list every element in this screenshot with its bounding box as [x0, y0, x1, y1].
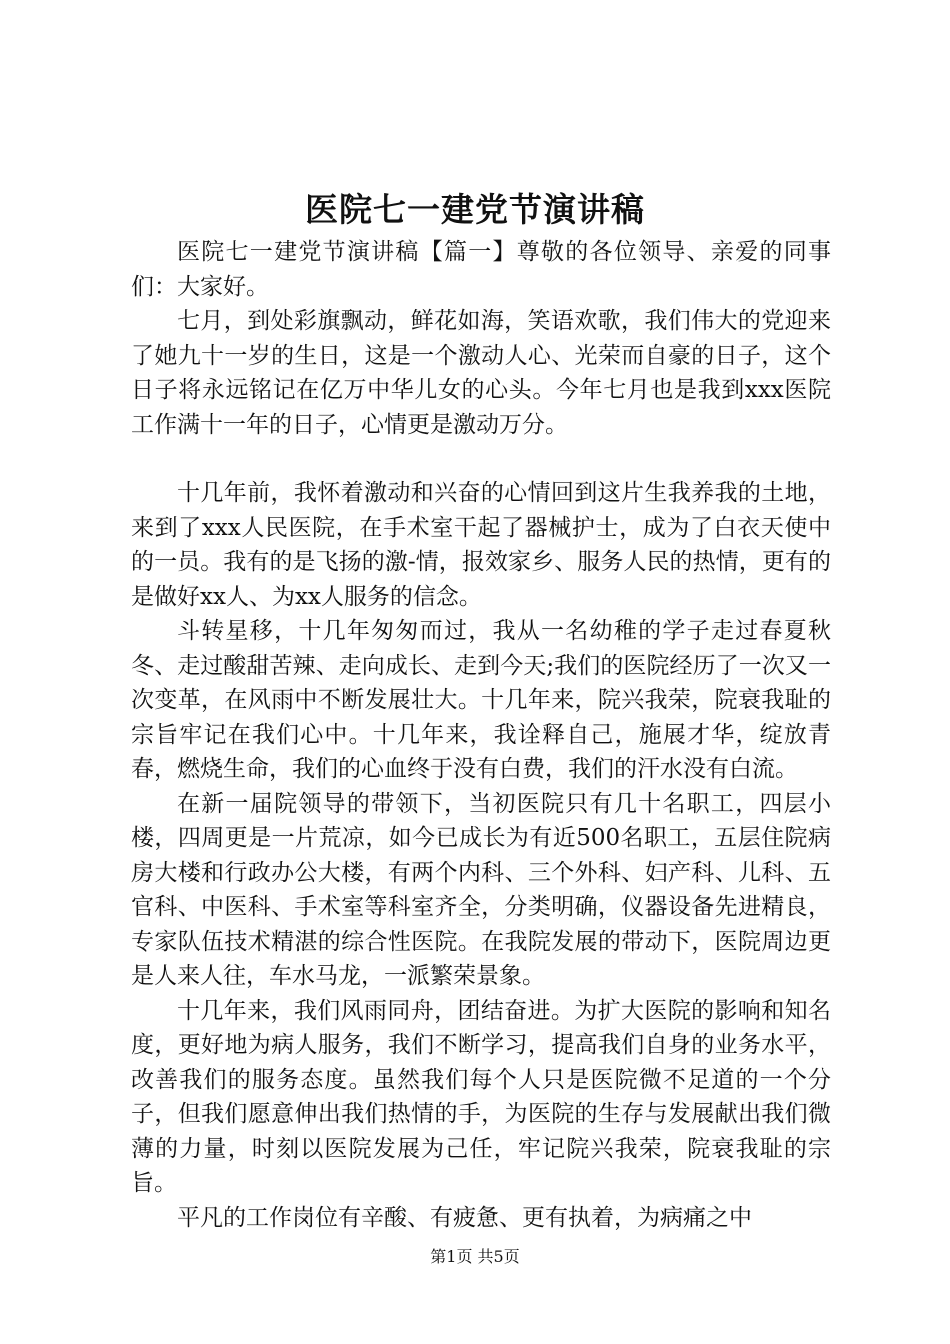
document-title: 医院七一建党节演讲稿 [305, 190, 645, 229]
paragraph-hospital-growth: 在新一届院领导的带领下，当初医院只有几十名职工，四层小楼，四周更是一片荒凉，如今已成长为有近500名职工，五层住院病房大楼和行政办公大楼，有两个内科、三个外科、妇产科、儿科、五官科、中医科、手术室等科室齐全，分类明确，仪器设备先进精良，专家队伍技术精湛的综合性医院。在我院发展的带动下，医院周边更是人来人往，车水马龙，一派繁荣景象。 [131, 790, 831, 989]
paragraph-july: 七月，到处彩旗飘动，鲜花如海，笑语欢歌，我们伟大的党迎来了她九十一岁的生日，这是一个激动人心、光荣而自豪的日子，这个日子将永远铭记在亿万中华儿女的心头。今年七月也是我到xxx医院工作满十一年的日子，心情更是激动万分。 [131, 308, 831, 438]
paragraph-greeting: 医院七一建党节演讲稿【篇一】尊敬的各位领导、亲爱的同事们：大家好。 [131, 239, 831, 300]
document-body [131, 235, 831, 1235]
paragraph-ordinary-work: 平凡的工作岗位有辛酸、有疲惫、更有执着，为病痛之中 [177, 1204, 752, 1231]
paragraph-together: 十几年来，我们风雨同舟，团结奋进。为扩大医院的影响和知名度，更好地为病人服务，我们不断学习，提高我们自身的业务水平，改善我们的服务态度。虽然我们每个人只是医院微不足道的一个分子，但我们愿意伸出我们热情的手，为医院的生存与发展献出我们微薄的力量，时刻以医院发展为己任，牢记院兴我荣，院衰我耻的宗旨。 [131, 997, 831, 1196]
paragraph-time-passes: 斗转星移，十几年匆匆而过，我从一名幼稚的学子走过春夏秋冬、走过酸甜苦辣、走向成长、走到今天;我们的医院经历了一次又一次变革，在风雨中不断发展壮大。十几年来，院兴我荣，院衰我耻的宗旨牢记在我们心中。十几年来，我诠释自己，施展才华，绽放青春，燃烧生命，我们的心血终于没有白费，我们的汗水没有白流。 [131, 618, 831, 782]
paragraph-decade-ago: 十几年前，我怀着激动和兴奋的心情回到这片生我养我的土地，来到了xxx人民医院，在手术室干起了器械护士，成为了白衣天使中的一员。我有的是飞扬的激-情，报效家乡、服务人民的热情，更有的是做好xx人、为xx人服务的信念。 [131, 480, 831, 610]
page-number-footer: 第1页 共5页 [430, 1247, 520, 1266]
